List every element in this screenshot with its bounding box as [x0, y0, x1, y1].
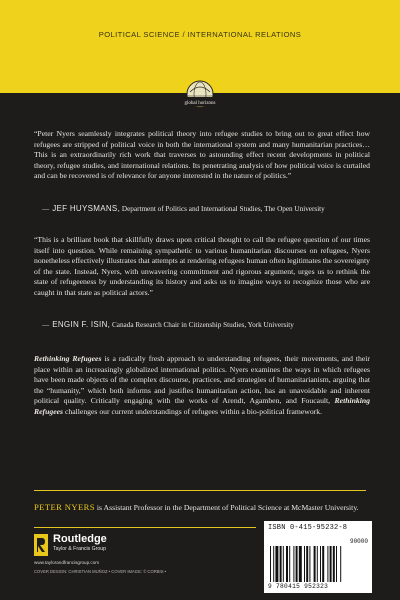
endorsement-quote-2: “This is a brilliant book that skillfully draws upon critical thought to call the refugee question of our times itself into question. While remaining sympathetic to various humanitarian discourses on refugees, Nyers nonetheless effectively illustrates that attempts at rendering refugees human often legitimates the sovereignty of the state. Instead, Nyers, with unwavering commitment and rigorous argument, urges us to rethink the state of refugeeness by understanding its history and asks us to imagine ways to recognize those who are caught in that state as political actors.”: [34, 235, 370, 297]
publisher-logo: [34, 532, 154, 562]
book-description: Rethinking Refugees is a radically fresh approach to understanding refugees, their movements, and their place within an increasingly globalized international politics. Nyers examines the ways in which refugees have been made objects of the complex discourse, practices, and strategies of humanitarianism, arguing that the “humanity,” which both informs and justifies humanitarian action, has an unavoidable and inherent political quality. Critically engaging with the works of Arendt, Agamben, and Foucault, Rethinking Refugees challenges our current understandings of refugees within a bio-political framework.: [34, 354, 370, 416]
subject-category: POLITICAL SCIENCE / INTERNATIONAL RELATIONS: [98, 30, 302, 39]
endorser-affiliation: Department of Politics and International Studies, The Open University: [121, 205, 325, 213]
isbn-barcode-box: [264, 521, 372, 593]
endorsement-attribution-1: [42, 204, 325, 213]
publisher-group: Taylor & Francis Group: [53, 546, 107, 552]
barcode-image: [270, 546, 366, 582]
price-code: 90000: [349, 538, 368, 545]
endorser-affiliation: Canada Research Chair in Citizenship Studies, York University: [111, 321, 294, 329]
book-title-italic: Rethinking Refugees: [34, 354, 102, 363]
endorsement-quote-1: “Peter Nyers seamlessly integrates political theory into refugee studies to bring out to great effect how refugees are stripped of political voice in both the international system and many humanitarian practices… This is an extraordinarily rich work that traverses to astounding effect recent developments in political theory, refugee studies, and international relations. Its penetrating analysis of how political voice is curtailed and can be recovered is of relevance for anyone interested in the nature of politics.”: [34, 129, 370, 181]
endorsement-attribution-2: [42, 320, 294, 329]
yellow-divider: [34, 527, 256, 528]
book-title-italic: Rethinking Refugees: [34, 396, 370, 416]
attribution-dash: —: [42, 321, 50, 329]
publisher-url: www.taylorandfrancisgroup.com: [34, 560, 100, 565]
series-logo-text: global horizons: [184, 101, 216, 106]
endorser-name: ENGIN F. ISIN,: [52, 320, 111, 329]
attribution-dash: —: [42, 205, 50, 213]
endorser-name: JEF HUYSMANS,: [52, 204, 121, 213]
author-bio: PETER NYERS is Assistant Professor in the Department of Political Science at McMaster University.: [34, 502, 359, 512]
global-horizons-logo: [181, 78, 219, 108]
routledge-r-icon: [34, 534, 48, 556]
yellow-divider: [34, 490, 366, 491]
barcode-digits: 9 780415 952323: [268, 583, 329, 590]
publisher-name: Routledge: [53, 533, 107, 545]
cover-credits: COVER DESIGN: CHRISTIAN MUÑOZ • COVER IMAGE: © CORBIS •: [34, 569, 167, 574]
author-name: PETER NYERS: [34, 502, 95, 512]
isbn-number: ISBN 0-415-95232-8: [268, 524, 348, 532]
